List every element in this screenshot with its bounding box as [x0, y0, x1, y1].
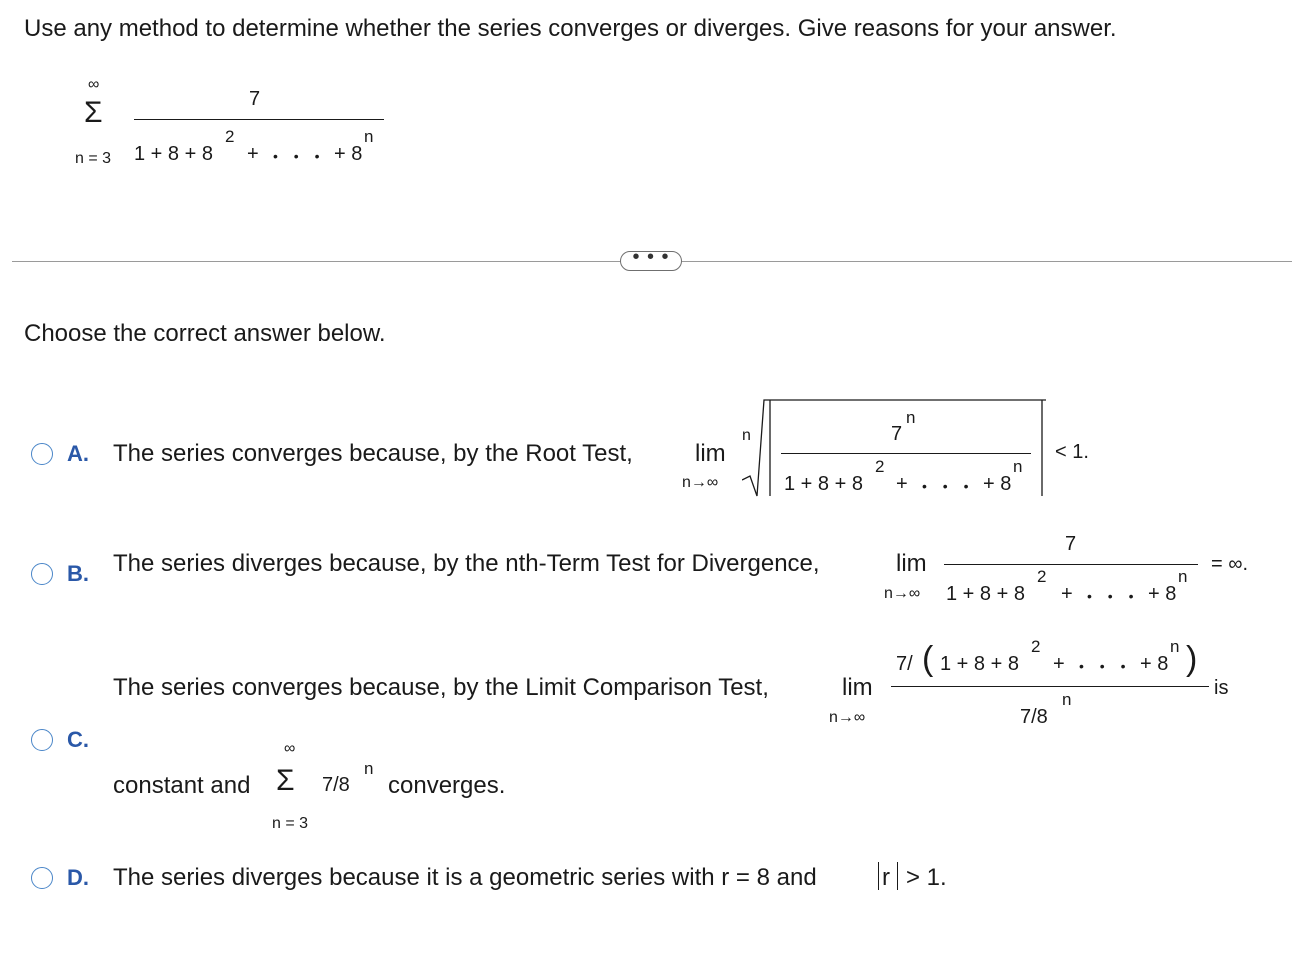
option-c-numerator-pre: 7/	[896, 653, 913, 675]
option-a-tail: < 1.	[1055, 441, 1089, 463]
option-a-lim-sub: n→∞	[682, 474, 719, 491]
option-a-denominator-plus: +	[896, 473, 908, 495]
expand-ellipsis-button[interactable]: • • •	[620, 251, 682, 271]
option-b-letter: B.	[67, 561, 89, 586]
option-a-denominator-expn: n	[1013, 457, 1023, 476]
option-b-lim: lim	[896, 550, 927, 577]
series-denominator-last: + 8	[334, 143, 363, 165]
option-c-paren-open: (	[922, 640, 934, 678]
sigma-symbol: Σ	[84, 96, 103, 129]
option-d-text-post: > 1.	[906, 864, 947, 891]
instruction-text: Choose the correct answer below.	[24, 320, 386, 347]
option-c-lim-sub: n→∞	[829, 709, 866, 726]
option-c-lim: lim	[842, 674, 873, 701]
series-numerator: 7	[249, 88, 261, 110]
abs-bar-right	[897, 862, 898, 890]
option-d-text-pre: The series diverges because it is a geometric series with r = 8 and	[113, 864, 817, 891]
option-c-tail: is	[1214, 677, 1229, 699]
option-d-abs-r: r	[882, 864, 890, 891]
option-c-sum-lower: n = 3	[272, 815, 309, 832]
option-b-numerator: 7	[1065, 533, 1077, 555]
option-c-line2-term: 7/8	[322, 774, 350, 796]
option-c-line2-pre: constant and	[113, 772, 251, 799]
option-b-radio[interactable]	[31, 563, 53, 585]
option-a-denominator-exp2: 2	[875, 457, 885, 476]
option-b-denominator-last: + 8	[1148, 583, 1177, 605]
option-c-paren-close: )	[1186, 640, 1198, 678]
option-a-lim: lim	[695, 440, 726, 467]
option-c-numerator-expn: n	[1170, 637, 1180, 656]
option-c-letter: C.	[67, 727, 89, 752]
series-fraction-bar	[134, 119, 384, 120]
option-c-numerator-base: 1 + 8 + 8	[940, 653, 1019, 675]
option-c-numerator-exp2: 2	[1031, 637, 1041, 656]
abs-bar-left	[878, 862, 879, 890]
option-c-numerator-dots: • • •	[1079, 658, 1132, 674]
option-b-denominator-dots: • • •	[1087, 588, 1140, 604]
series-denominator-plus: +	[247, 143, 259, 165]
option-a-letter: A.	[67, 441, 89, 466]
option-b-denominator-expn: n	[1178, 567, 1188, 586]
series-lower-limit: n = 3	[75, 150, 112, 167]
option-b-text: The series diverges because, by the nth-Term Test for Divergence,	[113, 550, 820, 577]
option-b-lim-sub: n→∞	[884, 585, 921, 602]
option-b-tail: = ∞.	[1211, 553, 1249, 575]
option-c-numerator-plus: +	[1053, 653, 1065, 675]
option-b-denominator-base: 1 + 8 + 8	[946, 583, 1025, 605]
option-a-denominator-base: 1 + 8 + 8	[784, 473, 863, 495]
option-a-denominator-dots: • • •	[922, 478, 975, 494]
option-c-radio[interactable]	[31, 729, 53, 751]
option-d-radio[interactable]	[31, 867, 53, 889]
option-a-radio[interactable]	[31, 443, 53, 465]
option-d-letter: D.	[67, 865, 89, 890]
option-c-line2-exp: n	[364, 759, 374, 778]
option-a-numerator-exp: n	[906, 408, 916, 427]
option-c-line2-post: converges.	[388, 772, 506, 799]
series-denominator-exp2: 2	[225, 127, 235, 146]
option-c-text: The series converges because, by the Limit Comparison Test,	[113, 674, 769, 701]
option-a-fraction-bar	[781, 453, 1031, 454]
option-b-fraction-bar	[944, 564, 1198, 565]
series-denominator-expn: n	[364, 127, 374, 146]
option-c-sum-upper: ∞	[284, 740, 296, 757]
option-a-denominator-last: + 8	[983, 473, 1012, 495]
series-denominator-base: 1 + 8 + 8	[134, 143, 213, 165]
series-denominator-dots: • • •	[273, 148, 326, 164]
option-c-denominator-base: 7/8	[1020, 706, 1048, 728]
option-c-denominator-exp: n	[1062, 690, 1072, 709]
question-prompt: Use any method to determine whether the series converges or diverges. Give reasons for your answer.	[24, 15, 1117, 42]
option-a-text: The series converges because, by the Root Test,	[113, 440, 633, 467]
option-a-numerator-base: 7	[891, 423, 903, 445]
option-c-fraction-bar	[891, 686, 1209, 687]
option-c-sigma: Σ	[276, 764, 295, 797]
option-b-denominator-exp2: 2	[1037, 567, 1047, 586]
series-upper-limit: ∞	[88, 76, 100, 93]
option-b-denominator-plus: +	[1061, 583, 1073, 605]
option-c-numerator-last: + 8	[1140, 653, 1169, 675]
option-a-root-index: n	[742, 427, 751, 444]
